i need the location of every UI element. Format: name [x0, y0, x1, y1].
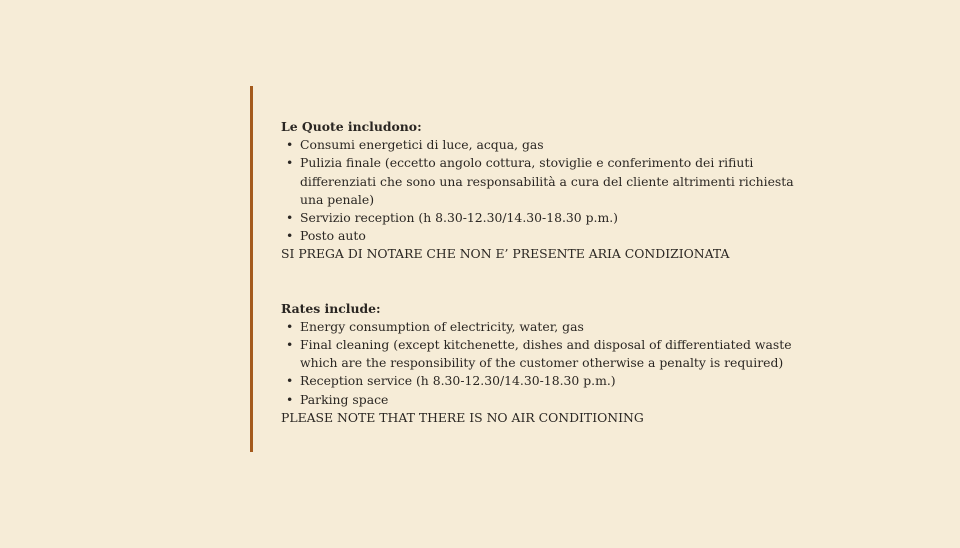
italian-section: [281, 118, 801, 264]
italian-note: SI PREGA DI NOTARE CHE NON E’ PRESENTE ARIA CONDIZIONATA: [281, 246, 730, 262]
list-item: • Reception service (h 8.30-12.30/14.30-18.30 p.m.): [300, 372, 801, 390]
list-item: • Final cleaning (except kitchenette, dishes and disposal of differentiated waste which are the responsibility of the customer otherwise a penalty is required): [300, 336, 801, 372]
english-heading: Rates include:: [281, 300, 381, 316]
italian-heading: Le Quote includono:: [281, 119, 422, 134]
english-list: [281, 318, 801, 409]
rates-info: [281, 118, 801, 427]
section-spacer: [281, 264, 801, 300]
english-section: [281, 300, 801, 427]
list-item: • Posto auto: [300, 227, 801, 245]
italian-list: [281, 136, 801, 245]
list-item: • Servizio reception (h 8.30-12.30/14.30-18.30 p.m.): [300, 209, 801, 227]
list-item: • Pulizia finale (eccetto angolo cottura, stoviglie e conferimento dei rifiuti differenziati che sono una responsabilità a cura del cliente altrimenti richiesta una penale): [300, 154, 801, 209]
list-item: • Consumi energetici di luce, acqua, gas: [300, 136, 801, 154]
english-note: PLEASE NOTE THAT THERE IS NO AIR CONDITIONING: [281, 409, 644, 425]
list-item: • Parking space: [300, 391, 801, 409]
accent-bar: [250, 86, 253, 452]
list-item: • Energy consumption of electricity, water, gas: [300, 318, 801, 336]
